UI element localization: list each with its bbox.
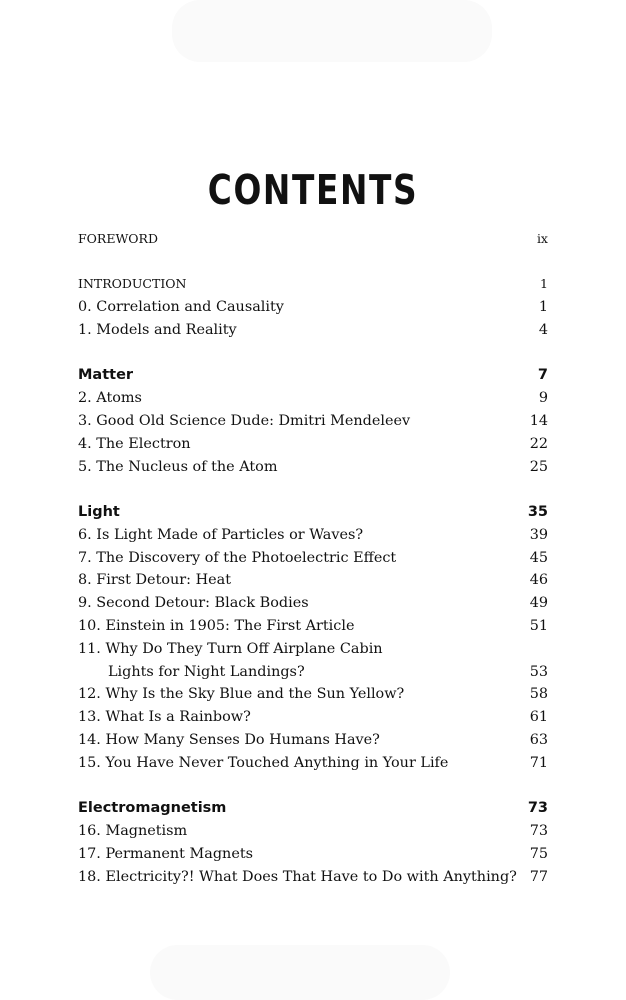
- toc-entry: [78, 706, 548, 729]
- toc-entry-introduction: [78, 273, 548, 296]
- toc-entry-page: 1: [538, 299, 548, 316]
- toc-entry: [78, 433, 548, 456]
- toc-entry: [78, 296, 548, 319]
- toc-entry-title: 13. What Is a Rainbow?: [78, 709, 251, 726]
- toc-entry-page: 73: [529, 822, 548, 839]
- toc-entry-title: 4. The Electron: [78, 435, 191, 452]
- toc-entry-title: 14. How Many Senses Do Humans Have?: [78, 731, 380, 748]
- toc-entry: [78, 820, 548, 843]
- toc-entry-title: 3. Good Old Science Dude: Dmitri Mendeleev: [78, 412, 411, 429]
- toc-section-page: 73: [527, 800, 548, 817]
- toc-entry: [78, 683, 548, 706]
- toc-entry-title: 18. Electricity?! What Does That Have to Do with Anything?: [78, 868, 517, 885]
- bleed-through-shadow-top: [172, 0, 492, 62]
- spacer: [78, 775, 548, 798]
- toc-entry-page: 1: [540, 276, 548, 292]
- toc-entry: [78, 592, 548, 615]
- table-of-contents: [78, 228, 548, 888]
- toc-entry-page: 25: [529, 458, 548, 475]
- toc-entry-page: 39: [529, 526, 548, 543]
- toc-entry-title: 9. Second Detour: Black Bodies: [78, 595, 309, 612]
- toc-entry-page: 51: [529, 617, 548, 634]
- toc-entry-page: 75: [529, 845, 548, 862]
- toc-entry: [78, 524, 548, 547]
- toc-entry-page: 14: [529, 412, 548, 429]
- toc-section-title: Matter: [78, 367, 134, 384]
- toc-entry-title: 11. Why Do They Turn Off Airplane Cabin: [78, 640, 383, 657]
- toc-entry: [78, 866, 548, 889]
- toc-entry-foreword: [78, 228, 548, 251]
- toc-entry-page: 49: [529, 595, 548, 612]
- toc-section-light: [78, 501, 548, 524]
- toc-entry: [78, 615, 548, 638]
- toc-entry-title: 12. Why Is the Sky Blue and the Sun Yellow?: [78, 686, 405, 703]
- toc-entry-title: Lights for Night Landings?: [108, 663, 305, 680]
- spacer: [78, 342, 548, 365]
- toc-entry-title: 2. Atoms: [78, 390, 142, 407]
- toc-entry-page: 77: [529, 868, 548, 885]
- toc-entry-title: 8. First Detour: Heat: [78, 572, 232, 589]
- toc-entry-title: 1. Models and Reality: [78, 321, 237, 338]
- toc-section-title: Electromagnetism: [78, 800, 227, 817]
- toc-entry-title: FOREWORD: [78, 231, 158, 246]
- spacer: [78, 478, 548, 501]
- toc-entry-page: 46: [529, 572, 548, 589]
- toc-entry: [78, 843, 548, 866]
- toc-entry-title: 17. Permanent Magnets: [78, 845, 254, 862]
- toc-entry: [78, 410, 548, 433]
- bleed-through-shadow-bottom: [150, 945, 450, 1000]
- toc-entry-continuation: [78, 661, 548, 684]
- spacer: [78, 251, 548, 274]
- toc-entry-page: 53: [529, 663, 548, 680]
- toc-entry-title: 10. Einstein in 1905: The First Article: [78, 617, 355, 634]
- toc-entry: [78, 387, 548, 410]
- toc-entry-page: 58: [529, 686, 548, 703]
- toc-entry: [78, 752, 548, 775]
- toc-entry-page: 71: [529, 754, 548, 771]
- toc-entry-page: 22: [529, 435, 548, 452]
- toc-section-page: 35: [527, 503, 548, 520]
- toc-section-matter: [78, 364, 548, 387]
- toc-entry: [78, 456, 548, 479]
- toc-entry: [78, 729, 548, 752]
- toc-entry-title: INTRODUCTION: [78, 276, 187, 292]
- toc-entry-page: 4: [538, 321, 548, 338]
- toc-entry-page: 63: [529, 731, 548, 748]
- toc-entry: [78, 638, 548, 661]
- toc-entry: [78, 319, 548, 342]
- toc-entry-title: 7. The Discovery of the Photoelectric Effect: [78, 549, 397, 566]
- toc-entry-title: 16. Magnetism: [78, 822, 188, 839]
- toc-entry: [78, 569, 548, 592]
- toc-section-electromagnetism: [78, 797, 548, 820]
- toc-entry-title: 0. Correlation and Causality: [78, 299, 284, 316]
- toc-section-page: 7: [537, 367, 548, 384]
- page-title: CONTENTS: [207, 166, 419, 214]
- toc-entry-title: 15. You Have Never Touched Anything in Your Life: [78, 754, 449, 771]
- toc-section-title: Light: [78, 503, 120, 520]
- toc-entry-title: 5. The Nucleus of the Atom: [78, 458, 278, 475]
- toc-entry-page: 61: [529, 709, 548, 726]
- toc-entry-title: 6. Is Light Made of Particles or Waves?: [78, 526, 364, 543]
- toc-entry-page: 9: [538, 390, 548, 407]
- toc-entry: [78, 547, 548, 570]
- toc-entry-page: ix: [536, 231, 548, 246]
- toc-entry-page: 45: [529, 549, 548, 566]
